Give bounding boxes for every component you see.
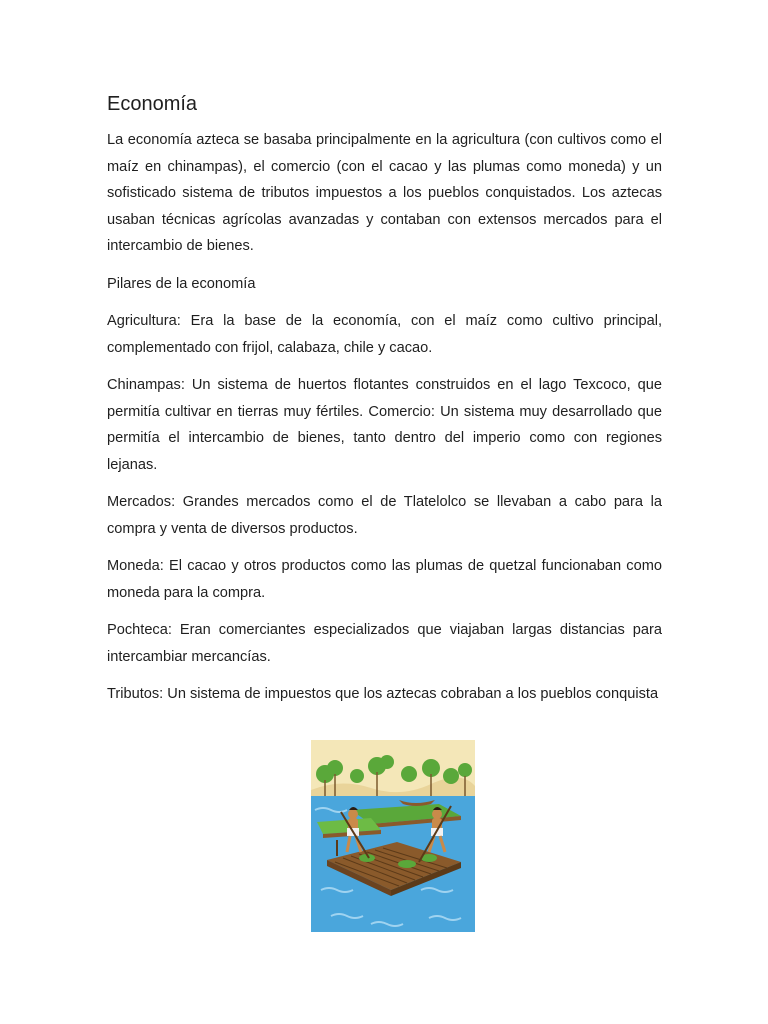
paragraph-moneda: Moneda: El cacao y otros productos como las plumas de quetzal funcionaban como moneda para la compra. [107, 558, 662, 601]
intro-paragraph: La economía azteca se basaba principalmente en la agricultura (con cultivos como el maíz en chinampas), el comercio (con el cacao y las plumas como moneda) y un sofisticado sistema de tributos impuestos a los pueblos conquistados. Los aztecas usaban técnicas agrícolas avanzadas y contaban con extensos mercados para el intercambio de bienes. [107, 132, 662, 254]
chinampa-illustration-svg [311, 740, 475, 932]
document-page [107, 90, 662, 719]
paragraph-pochteca: Pochteca: Eran comerciantes especializados que viajaban largas distancias para intercambiar mercancías. [107, 622, 662, 665]
paragraph-mercados: Mercados: Grandes mercados como el de Tlatelolco se llevaban a cabo para la compra y venta de diversos productos. [107, 494, 662, 537]
section-subheading: Pilares de la economía [107, 275, 256, 292]
paragraph-tributos: Tributos: Un sistema de impuestos que los aztecas cobraban a los pueblos conquista [107, 686, 659, 702]
document-title: Economía [107, 93, 198, 115]
paragraph-agricultura: Agricultura: Era la base de la economía, con el maíz como cultivo principal, complementado con frijol, calabaza, chile y cacao. [107, 313, 662, 356]
chinampa-illustration [311, 740, 475, 932]
paragraph-chinampas: Chinampas: Un sistema de huertos flotantes construidos en el lago Texcoco, que permitía cultivar en tierras muy fértiles. Comercio: Un sistema muy desarrollado que permitía el intercambio de bienes, tanto dentro del imperio como con regiones lejanas. [107, 377, 662, 473]
